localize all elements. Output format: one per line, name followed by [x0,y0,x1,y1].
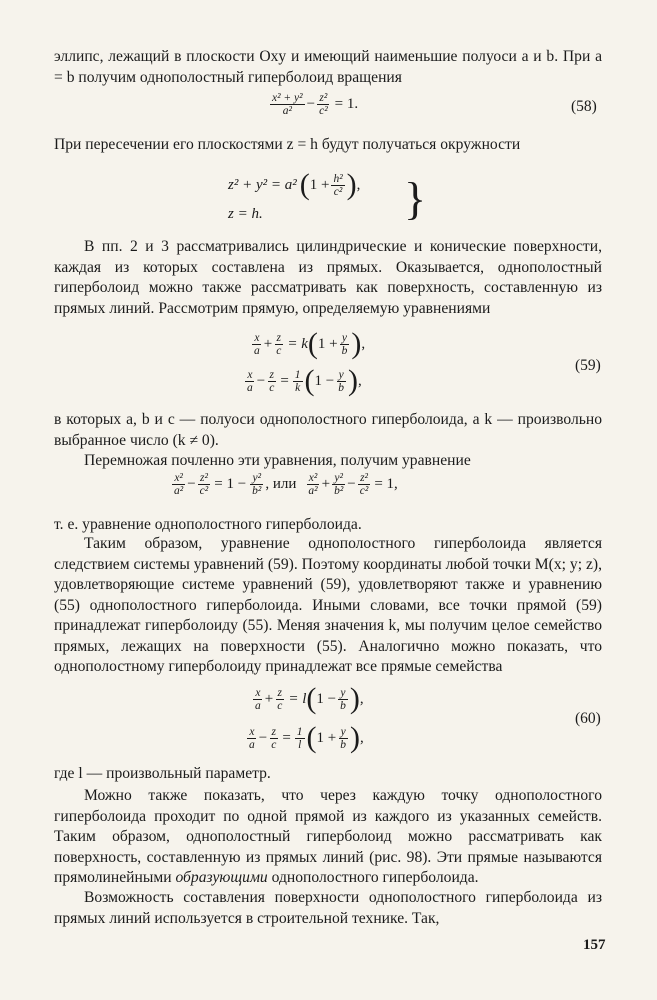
equation-58: $\frac{\text{x² + y²}}{\text{a²}}$ − $\frac{\text{z²}}{\text{c²}}$ = 1. [272,92,359,117]
paragraph-multiply: Перемножая почленно эти уравнения, получим уравнение [84,452,471,469]
paragraph-consequence: Таким образом, уравнение однополостного гиперболоида является следствием системы уравнений (59). Поэтому координаты любой точки M(x; y; z), удовлетворяющие системе уравнений (59), удовлетворяют также и уравнению (55) однополостного гиперболоида. Иными словами, все точки прямой (59) принадлежат гиперболоиду (55). Меняя значения k, мы получим целое семейство прямых, лежащих на поверхности (55). Аналогично можно показать, что однополостному гиперболоиду принадлежат все прямые семейства [54,535,602,675]
term-generators: образующими [175,869,268,886]
equation-59-line1: $\frac{x}{a}$ + $\frac{z}{c}$ = k ( 1 + $\frac{y}{b}$ ) , [254,327,366,360]
paragraph-generators: Можно также показать, что через каждую точку однополостного гиперболоида проходит по одной прямой из каждого из указанных семейств. Таким образом, однополостный гиперболоид можно рассматривать как поверхность, составленную из прямых линий (рис. 98). Эти прямые называются прямолинейными образующими однополостного гиперболоида. [54,787,602,886]
system-brace: } [404,173,427,224]
paragraph-ellipse: эллипс, лежащий в плоскости Oxy и имеющий наименьшие полуоси a и b. При a = b получим однополостный гиперболоид вращения [54,48,602,86]
page-number: 157 [583,937,606,953]
paragraph-construction: Возможность составления поверхности однополостного гиперболоида из прямых линий используется в строительной технике. Так, [54,889,602,927]
equation-circle-line1: z² + y² = a² ( 1 + $\frac{\text{h²}}{\text{c²}}$ ) , [228,168,361,201]
paragraph-semi-axes: в которых a, b и c — полуоси однополостного гиперболоида, а k — произвольно выбранное число (k ≠ 0). [54,411,602,449]
equation-number-59: (59) [575,357,601,374]
equation-59-line2: $\frac{x}{a}$ − $\frac{z}{c}$ = $\frac{1}{k}$ ( 1 − $\frac{y}{b}$ ) , [247,364,362,397]
equation-60-line2: $\frac{x}{a}$ − $\frac{z}{c}$ = $\frac{1}{l}$ ( 1 + $\frac{y}{b}$ ) , [249,721,364,754]
equation-number-60: (60) [575,710,601,727]
paragraph-ruled-surfaces: В пп. 2 и 3 рассматривались цилиндрические и конические поверхности, каждая из которых составлена из прямых. Оказывается, однополостный гиперболоид можно также рассматривать как поверхность, составленную из прямых линий. Рассмотрим прямую, определяемую уравнениями [54,238,602,317]
equation-product: $\frac{\text{x²}}{\text{a²}}$ − $\frac{\text{z²}}{\text{c²}}$ = 1 − $\frac{\text{y²}}{\text{b²}}$ , или $\frac{\text{x²}}{\text{a²}}$ + $\frac{\text{y²}}{\text{b²}}$ − $\frac{\text{z²}}{\text{c²}}$ = 1, [174,472,398,497]
equation-number-58: (58) [571,98,597,115]
paragraph-intersection: При пересечении его плоскостями z = h будут получаться окружности [54,136,521,153]
paragraph-that-is: т. е. уравнение однополостного гиперболоида. [54,516,362,533]
equation-60-line1: $\frac{x}{a}$ + $\frac{z}{c}$ = l ( 1 − $\frac{y}{b}$ ) , [255,682,364,715]
equation-circle-line2: z = h. [228,206,263,222]
paragraph-parameter: где l — произвольный параметр. [54,765,271,782]
